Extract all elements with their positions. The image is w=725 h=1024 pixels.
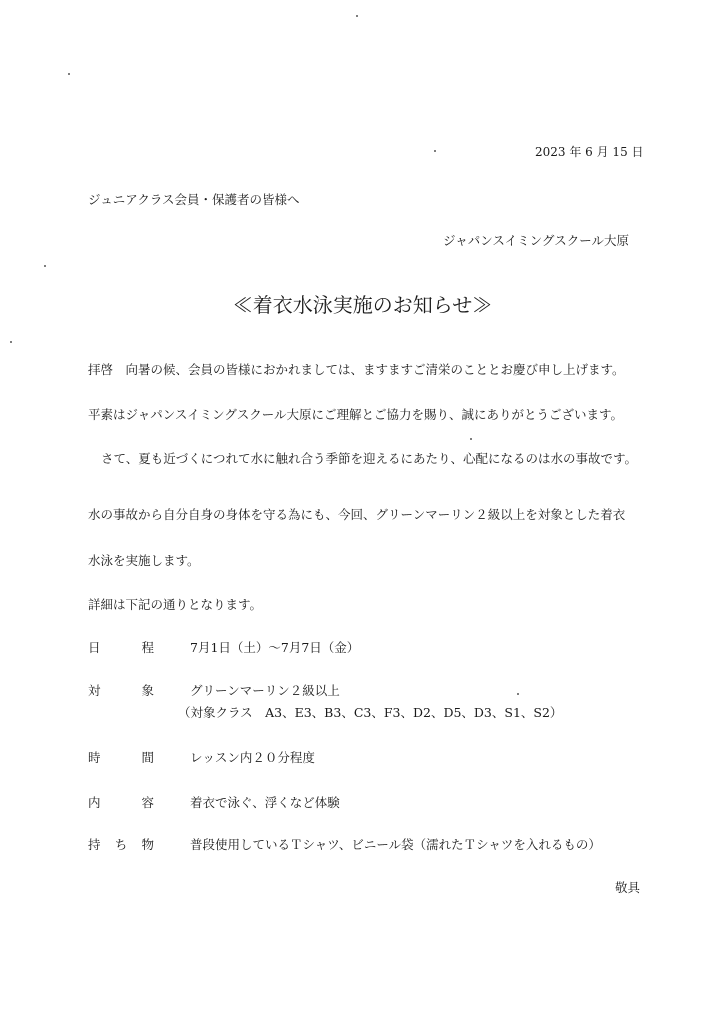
scan-speck [470,438,472,440]
closing-word: 敬具 [615,880,641,895]
season-paragraph: さて、夏も近づくにつれて水に触れ合う季節を迎えるにあたり、心配になるのは水の事故です。 [101,451,638,466]
purpose-paragraph-line2: 水泳を実施します。 [88,553,200,568]
belongings-label: 持 ち 物 [88,837,154,852]
scan-speck [517,693,519,695]
target-classes: （対象クラス A3、E3、B3、C3、F3、D2、D5、D3、S1、S2） [178,705,563,720]
scan-speck [356,15,358,17]
scan-speck [68,73,70,75]
scan-speck [434,150,436,152]
thanks-paragraph: 平素はジャパンスイミングスクール大原にご理解とご協力を賜り、誠にありがとうございます。 [88,407,624,422]
greeting-paragraph: 拝啓 向暑の候、会員の皆様におかれましては、ますますご清栄のこととお慶び申し上げます。 [88,362,625,377]
document-date: 2023 年 6 月 15 日 [535,145,644,159]
content-label: 内 容 [88,795,154,810]
notice-title: ≪着衣水泳実施のお知らせ≫ [232,293,493,317]
time-value: レッスン内２０分程度 [190,750,315,765]
sender-line: ジャパンスイミングスクール大原 [443,233,630,248]
details-intro: 詳細は下記の通りとなります。 [88,597,263,612]
target-value: グリーンマーリン２級以上 [190,683,340,698]
target-label: 対 象 [88,683,154,698]
schedule-label: 日 程 [88,640,154,655]
purpose-paragraph-line1: 水の事故から自分自身の身体を守る為にも、今回、グリーンマーリン２級以上を対象とした着衣 [88,507,626,522]
time-label: 時 間 [88,750,154,765]
content-value: 着衣で泳ぐ、浮くなど体験 [190,795,340,810]
recipient-line: ジュニアクラス会員・保護者の皆様へ [88,192,300,207]
scan-speck [10,341,12,343]
scan-speck [44,265,46,267]
belongings-value: 普段使用しているＴシャツ、ビニール袋（濡れたＴシャツを入れるもの） [190,837,601,852]
schedule-value: 7月1日（土）～7月7日（金） [190,640,360,655]
